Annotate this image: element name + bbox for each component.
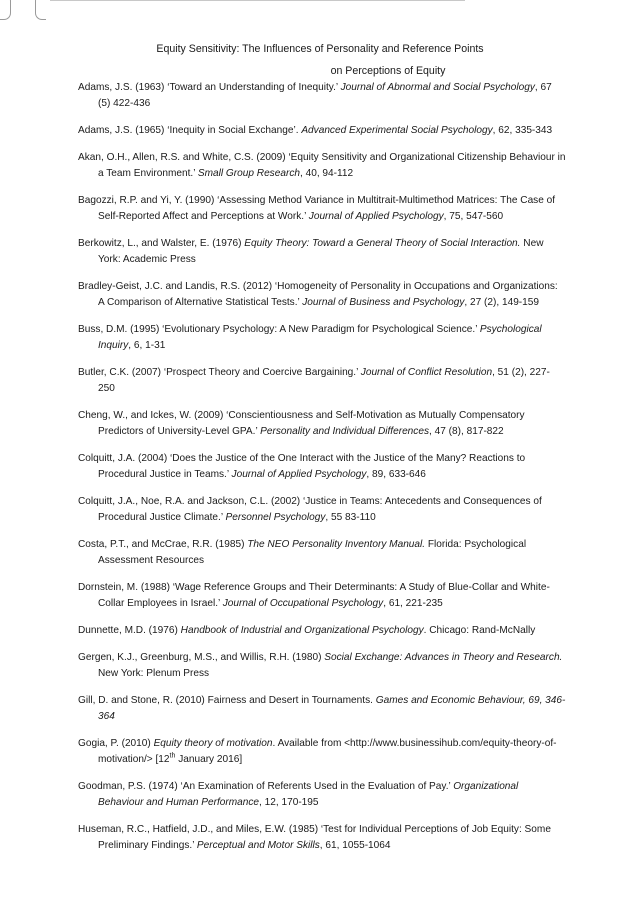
reference-list	[78, 80, 566, 865]
reference-entry: Bagozzi, R.P. and Yi, Y. (1990) ‘Assessing Method Variance in Multitrait-Multimethod Matrices: The Case of Self-Reported Affect and Perceptions at Work.’ Journal of Applied Psychology, 75, 547-560	[78, 195, 556, 222]
page-title-line-2: on Perceptions of Equity	[330, 65, 446, 77]
page-corner-bracket-left	[0, 0, 11, 20]
reference-entry: Colquitt, J.A., Noe, R.A. and Jackson, C.L. (2002) ‘Justice in Teams: Antecedents and Consequences of Procedural Justice Climate.’ Personnel Psychology, 55 83-110	[78, 496, 542, 523]
reference-entry: Akan, O.H., Allen, R.S. and White, C.S. (2009) ‘Equity Sensitivity and Organizational Citizenship Behaviour in a Team Environment.’ Small Group Research, 40, 94-112	[78, 152, 566, 179]
reference-entry: Costa, P.T., and McCrae, R.R. (1985) The NEO Personality Inventory Manual. Florida: Psychological Assessment Resources	[78, 539, 527, 566]
page-corner-bracket-right	[35, 0, 46, 20]
reference-entry: Adams, J.S. (1963) ‘Toward an Understanding of Inequity.’ Journal of Abnormal and Social Psychology, 67 (5) 422-436	[78, 82, 552, 109]
reference-entry: Gogia, P. (2010) Equity theory of motivation. Available from <http://www.businessihub.com/equity-theory-of-motivation/> [12th January 2016]	[78, 738, 557, 765]
reference-entry: Buss, D.M. (1995) ‘Evolutionary Psychology: A New Paradigm for Psychological Science.’ Psychological Inquiry, 6, 1-31	[78, 324, 542, 351]
reference-entry: Gill, D. and Stone, R. (2010) Fairness and Desert in Tournaments. Games and Economic Behaviour, 69, 346-364	[78, 695, 566, 722]
top-rule	[50, 0, 465, 1]
reference-entry: Bradley-Geist, J.C. and Landis, R.S. (2012) ‘Homogeneity of Personality in Occupations and Organizations: A Comparison of Alternative Statistical Tests.’ Journal of Business and Psychology, 27 (2), 149-159	[78, 281, 558, 308]
reference-entry: Dornstein, M. (1988) ‘Wage Reference Groups and Their Determinants: A Study of Blue-Collar and White-Collar Employees in Israel.’ Journal of Occupational Psychology, 61, 221-235	[78, 582, 550, 609]
reference-entry: Dunnette, M.D. (1976) Handbook of Industrial and Organizational Psychology. Chicago: Rand-McNally	[78, 625, 536, 636]
reference-entry: Huseman, R.C., Hatfield, J.D., and Miles, E.W. (1985) ‘Test for Individual Perceptions of Job Equity: Some Preliminary Findings.’ Perceptual and Motor Skills, 61, 1055-1064	[78, 824, 551, 851]
reference-entry: Cheng, W., and Ickes, W. (2009) ‘Conscientiousness and Self-Motivation as Mutually Compensatory Predictors of University-Level GPA.’ Personality and Individual Differences, 47 (8), 817-822	[78, 410, 525, 437]
reference-entry: Gergen, K.J., Greenburg, M.S., and Willis, R.H. (1980) Social Exchange: Advances in Theory and Research. New York: Plenum Press	[78, 652, 563, 679]
reference-entry: Butler, C.K. (2007) ‘Prospect Theory and Coercive Bargaining.’ Journal of Conflict Resolution, 51 (2), 227-250	[78, 367, 550, 394]
reference-entry: Adams, J.S. (1965) ‘Inequity in Social Exchange’. Advanced Experimental Social Psychology, 62, 335-343	[78, 125, 553, 136]
page-title	[78, 38, 562, 82]
reference-entry: Goodman, P.S. (1974) ‘An Examination of Referents Used in the Evaluation of Pay.’ Organizational Behaviour and Human Performance, 12, 170-195	[78, 781, 519, 808]
reference-entry: Berkowitz, L., and Walster, E. (1976) Equity Theory: Toward a General Theory of Social Interaction. New York: Academic Press	[78, 238, 544, 265]
reference-entry: Colquitt, J.A. (2004) ‘Does the Justice of the One Interact with the Justice of the Many? Reactions to Procedural Justice in Teams.’ Journal of Applied Psychology, 89, 633-646	[78, 453, 526, 480]
page-title-line-1: Equity Sensitivity: The Influences of Personality and Reference Points	[156, 43, 484, 55]
